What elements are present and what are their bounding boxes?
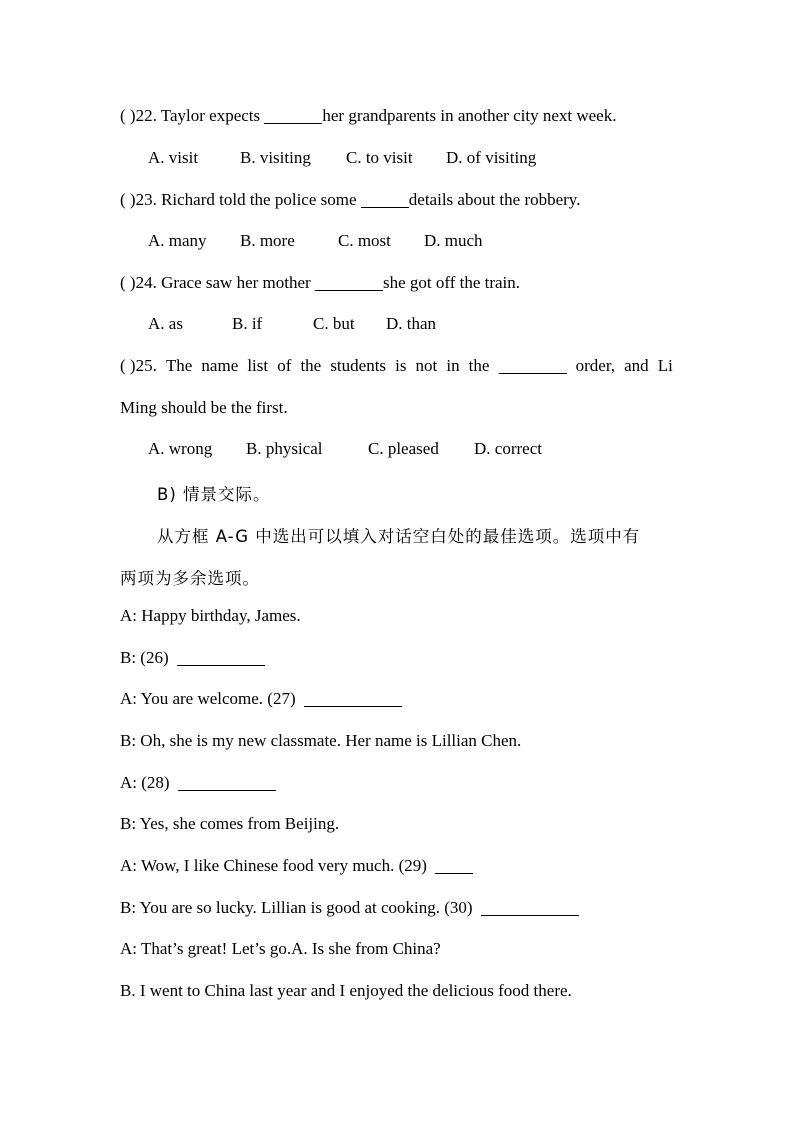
word: students (330, 356, 387, 375)
dialogue-line (120, 606, 301, 626)
answer-blank (178, 773, 276, 791)
option-b: B. if (232, 314, 263, 333)
dialogue-text: B. I went to China last year and I enjoyed the delicious food there. (120, 981, 572, 1000)
option-c: C. most (338, 231, 391, 250)
word: name (201, 356, 239, 375)
dialogue-text: A: You are welcome. (27) (120, 689, 296, 708)
option-a: A. as (148, 314, 183, 333)
word: the (468, 356, 490, 375)
question-23 (120, 190, 580, 210)
question-24 (120, 273, 520, 293)
answer-blank (499, 356, 567, 374)
word: in (446, 356, 460, 375)
question-24-suffix: she got off the train. (382, 273, 521, 292)
question-22-prefix: ( )22. Taylor expects (120, 106, 261, 125)
word: ( )25. (120, 356, 157, 375)
dialogue-line (120, 939, 441, 959)
dialogue-line (120, 856, 473, 876)
word: not (415, 356, 438, 375)
answer-blank (435, 856, 473, 874)
answer-blank (361, 190, 409, 208)
option-b: B. visiting (240, 148, 311, 167)
option-c: C. to visit (346, 148, 413, 167)
option-b: B. more (240, 231, 295, 250)
word: the (300, 356, 322, 375)
dialogue-text: B: You are so lucky. Lillian is good at cooking. (30) (120, 898, 473, 917)
section-b-instruction: 从方框 A-G 中选出可以填入对话空白处的最佳选项。选项中有 (157, 527, 641, 546)
dialogue-text: A: That’s great! Let’s go.A. Is she from China? (120, 939, 441, 958)
word: Li (657, 356, 673, 375)
answer-blank (481, 898, 579, 916)
question-23-suffix: details about the robbery. (408, 190, 581, 209)
word: list (247, 356, 269, 375)
option-d: D. correct (474, 439, 542, 458)
dialogue-line (120, 731, 521, 751)
question-22-suffix: her grandparents in another city next week. (322, 106, 617, 125)
dialogue-line (120, 689, 402, 709)
section-b-heading: B) 情景交际。 (157, 485, 271, 504)
dialogue-text: B: (26) (120, 648, 169, 667)
option-b: B. physical (246, 439, 323, 458)
dialogue-text: A: (28) (120, 773, 170, 792)
question-25-line-2: Ming should be the first. (120, 398, 288, 417)
option-d: D. much (424, 231, 483, 250)
answer-blank (315, 273, 383, 291)
word: is (395, 356, 407, 375)
question-23-prefix: ( )23. Richard told the police some (120, 190, 357, 209)
dialogue-line (120, 981, 572, 1001)
dialogue-text: B: Oh, she is my new classmate. Her name is Lillian Chen. (120, 731, 522, 750)
question-25-line-1 (120, 356, 673, 376)
word: and (624, 356, 649, 375)
dialogue-text: A: Happy birthday, James. (120, 606, 301, 625)
option-a: A. many (148, 231, 207, 250)
option-c: C. pleased (368, 439, 439, 458)
dialogue-line (120, 773, 276, 793)
answer-blank (264, 106, 322, 124)
question-24-prefix: ( )24. Grace saw her mother (120, 273, 311, 292)
option-d: D. than (386, 314, 437, 333)
question-22 (120, 106, 616, 126)
dialogue-line (120, 814, 339, 834)
option-a: A. visit (148, 148, 199, 167)
option-a: A. wrong (148, 439, 213, 458)
word: of (277, 356, 292, 375)
word: The (165, 356, 193, 375)
option-d: D. of visiting (446, 148, 537, 167)
dialogue-text: A: Wow, I like Chinese food very much. (29) (120, 856, 427, 875)
section-b-instruction-cont: 两项为多余选项。 (120, 569, 260, 588)
word: order, (575, 356, 616, 375)
dialogue-text: B: Yes, she comes from Beijing. (120, 814, 340, 833)
answer-blank (304, 689, 402, 707)
option-c: C. but (313, 314, 355, 333)
dialogue-line (120, 648, 265, 668)
answer-blank (177, 648, 265, 666)
dialogue-line (120, 898, 579, 918)
